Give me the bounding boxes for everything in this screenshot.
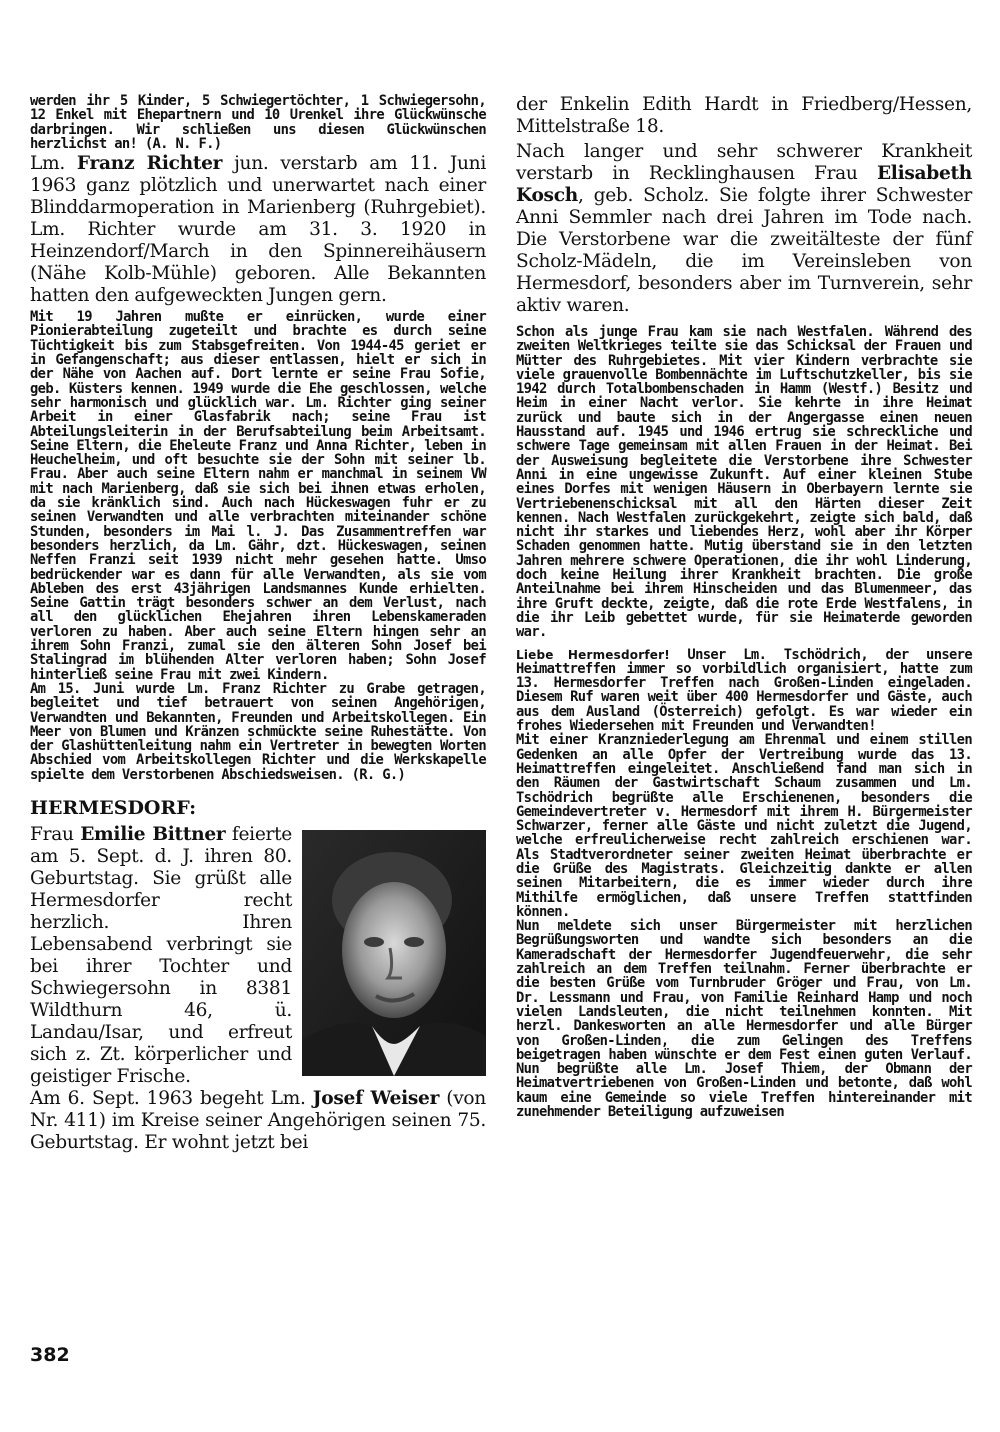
text: Am 6. Sept. 1963 begeht Lm.	[30, 1087, 313, 1109]
paragraph-richter-funeral: Am 15. Juni wurde Lm. Franz Richter zu Grabe getragen, begleitet und tief betrauert von seinen Angehörigen, Verwandten und Bekannten, Freunden und Arbeitskollegen. Ein Meer von Blumen und Kränzen schmückte seine Ruhestätte. Von der Glashüttenleitung nahm ein Vertreter in bewegten Worten Abschied vom Arbeitskollegen Richter und die Werkskapelle spielte dem Verstorbenen Abschiedsweisen. (R. G.)	[30, 680, 486, 783]
portrait-photo	[302, 830, 486, 1076]
birthday-section	[30, 824, 486, 1154]
portrait-photo-icon	[302, 830, 486, 1076]
paragraph-kosch-life: Schon als junge Frau kam sie nach Westfalen. Während des zweiten Weltkrieges teilte sie das Schicksal der Frauen und Mütter des Ruhrgebietes. Mit vier Kindern verbrachte sie viele grauenvolle Bombennächte im Luftschutzkeller, bis sie 1942 durch Totalbombenschaden in Hamm (Westf.) Besitz und Heim in einer Nacht verlor. Sie kehrte in ihre Heimat zurück und baute sich in der Angergasse einen neuen Hausstand auf. 1945 und 1946 ertrug sie schreckliche und schwere Tage gemeinsam mit allen Frauen in der Heimat. Bei der Ausweisung begleitete die Verstorbene ihre Schwester Anni in eine ungewisse Zukunft. Auf einer kleinen Stube eines Dorfes mit wenigen Häusern in Oberbayern lernte sie Vertriebenenschicksal mit all den Härten dieser Zeit kennen. Nach Westfalen zurückgekehrt, zeigte sich bald, daß nicht ihr starkes und liebendes Herz, wohl aber ihr Körper Schaden genommen hatte. Mutig überstand sie in den letzten Jahren mehrere schwere Operationen, die ihr wohl Linderung, doch keine Heilung ihrer Krankheit brachten. Die große Anteilnahme bei ihrem Hinscheiden und das Blumenmeer, das ihre Gruft deckte, zeigte, daß die rote Erde Westfalens, in die ihr Leib gebettet wurde, für sie Heimaterde geworden war.	[516, 324, 972, 641]
paragraph-treffen-ceremony: Mit einer Kranzniederlegung am Ehrenmal und einem stillen Gedenken an alle Opfer der Vertreibung wurde das 13. Heimattreffen eingeleitet. Anschließend fand man sich in den Räumen der Gastwirtschaft Schaum zusammen und Lm. Tschödrich begrüßte alle Erschienenen, besonders die Gemeindevertreter v. Hermesdorf mit ihrem H. Bürgermeister Schwarzer, ferner alle Gäste und nicht zuletzt die Jugend, welche erfreulicherweise recht zahlreich erschienen war. Als Stadtverordneter seiner zweiten Heimat überbrachte er die Grüße des Magistrats. Gleichzeitig dankte er allen seinen Mitarbeitern, die es immer wieder durch ihre Mithilfe ermöglichen, daß unsere Treffen stattfinden können.	[516, 732, 972, 920]
text: Frau	[30, 823, 81, 845]
text: feierte am 5. Sept. d. J. ihren 80. Geburtstag. Sie grüßt alle Hermesdorfer recht herzlich. Ihren Lebensabend verbringt sie bei ihrer Tochter und Schwiegersohn in 8381 Wildthurn 46, ü. Landau/Isar, und erfreut sich z. Zt. körperlicher und geistiger Frische.	[30, 823, 292, 1087]
paragraph-treffen-greetings: Nun meldete sich unser Bürgermeister mit herzlichen Begrüßungsworten und wandte sich besonders an die Kameradschaft der Hermesdorfer Jugendfeuerwehr, die sehr zahlreich an dem Treffen teilnahm. Ferner überbrachte er die besten Grüße vom Turnbruder Gröger und Frau, von Lm. Dr. Lessmann und Frau, von Familie Reinhard Hamp und noch vielen Landsleuten, die nicht teilnehmen konnten. Mit herzl. Dankesworten an alle Hermesdorfer und alle Bürger von Großen-Linden, die zum Gelingen des Treffens beigetragen haben wünschte er dem Fest einen guten Verlauf. Nun begrüßte alle Lm. Josef Thiem, der Obmann der Heimatvertriebenen von Großen-Linden und betonte, daß wohl kaum eine Gemeinde so viele Treffen hintereinander mit zunehmender Beteiligung aufzuweisen	[516, 918, 972, 1121]
paragraph-richter-life: Mit 19 Jahren mußte er einrücken, wurde einer Pionierabteilung zugeteilt und brachte es durch seine Tüchtigkeit bis zum Stabsgefreiten. Von 1944-45 geriet er in Gefangenschaft; aus dieser entlassen, hielt er sich in der Nähe von Aachen auf. Dort lernte er seine Frau Sofie, geb. Küsters kennen. 1949 wurde die Ehe geschlossen, welche sehr harmonisch und glücklich war. Lm. Richter ging seiner Arbeit in einer Glasfabrik nach; seine Frau ist Abteilungsleiterin in der Berufsabteilung beim Arbeitsamt. Seine Eltern, die Eheleute Franz und Anna Richter, leben in Heuchelheim, und oft besuchte sie der Sohn mit seiner lb. Frau. Aber auch seine Eltern nahm er manchmal in seinem VW mit nach Marienberg, daß sie sich bei ihnen etwas erholen, da sie kränklich sind. Auch nach Hückeswagen fuhr er zu seinen Verwandten und alle verbrachten miteinander schöne Stunden, besonders im Mai l. J. Das Zusammentreffen war besonders herzlich, da Lm. Gähr, dzt. Hückeswagen, seinen Neffen Franzi seit 1939 nicht mehr gesehen hatte. Umso bedrückender war es dann für alle Verwandten, als sie vom Ableben des erst 43jährigen Landsmannes Kunde erhielten. Seine Gattin trägt besonders schwer an dem Verlust, nach all den glücklichen Ehejahren ihren Lebenskameraden verloren zu haben. Aber auch seine Eltern hingen sehr an ihrem Sohn Franzi, zumal sie den älteren Sohn Josef bei Stalingrad im blühenden Alter verloren haben; Sohn Josef hinterließ seine Frau mit zwei Kindern.	[30, 309, 486, 683]
text: (von Nr. 411) im Kreise seiner Angehörigen seinen 75. Geburtstag. Er wohnt jetzt bei	[30, 1087, 486, 1153]
section-heading: HERMESDORF:	[30, 796, 197, 819]
left-column	[30, 94, 486, 1154]
page-number: 382	[30, 1344, 70, 1366]
paragraph-weiser	[30, 1088, 486, 1154]
person-name: Josef Weiser	[312, 1087, 440, 1109]
paragraph-weiser-continued: der Enkelin Edith Hardt in Friedberg/Hessen, Mittelstraße 18.	[516, 94, 972, 137]
paragraph-birthday-end: werden ihr 5 Kinder, 5 Schwiegertöchter, 1 Schwiegersohn, 12 Enkel mit Ehepartnern und 10 Urenkel ihre Glückwünsche darbringen. Wir schließen uns diesen Glückwünschen herzlichst an! (A. N. F.)	[30, 93, 486, 152]
text: Unser Lm. Tschödrich, der unsere Heimattreffen immer so vorbildlich organisiert, hatte zum 13. Hermesdorfer Treffen nach Großen-Linden eingeladen. Diesem Ruf waren weit über 400 Hermesdorfer und Gäste, auch aus dem Ausland (Österreich) gefolgt. Es war wieder ein frohes Wiedersehen mit Freunden und Verwandten!	[516, 646, 972, 735]
text: Lm.	[30, 153, 77, 175]
paragraph-treffen-intro	[516, 648, 972, 734]
right-column	[516, 94, 972, 1119]
person-name: Franz Richter	[76, 153, 223, 175]
text: jun. verstarb am 11. Juni 1963 ganz plötzlich und unerwartet nach einer Blinddarmoperation in Marienberg (Ruhrgebiet). Lm. Richter wurde am 31. 3. 1920 in Heinzendorf/March in den Spinnereihäusern (Nähe Kolb-Mühle) geboren. Alle Bekannten hatten den aufgeweckten Jungen gern.	[30, 153, 486, 307]
person-name: Emilie Bittner	[80, 823, 226, 845]
person-name: Elisabeth Kosch	[516, 163, 972, 206]
text: , geb. Scholz. Sie folgte ihrer Schwester Anni Semmler nach drei Jahren im Tode nach. Die Verstorbene war die zweitälteste der fünf Scholz-Mädeln, die im Vereinsleben von Hermesdorf, besonders aber im Turnverein, sehr aktiv waren.	[516, 185, 972, 316]
paragraph-obituary-richter	[30, 153, 486, 307]
lead-in: Liebe Hermesdorfer!	[516, 647, 670, 662]
paragraph-obituary-kosch	[516, 141, 972, 317]
text: Nach langer und sehr schwerer Krankheit verstarb in Recklinghausen Frau	[516, 141, 972, 184]
